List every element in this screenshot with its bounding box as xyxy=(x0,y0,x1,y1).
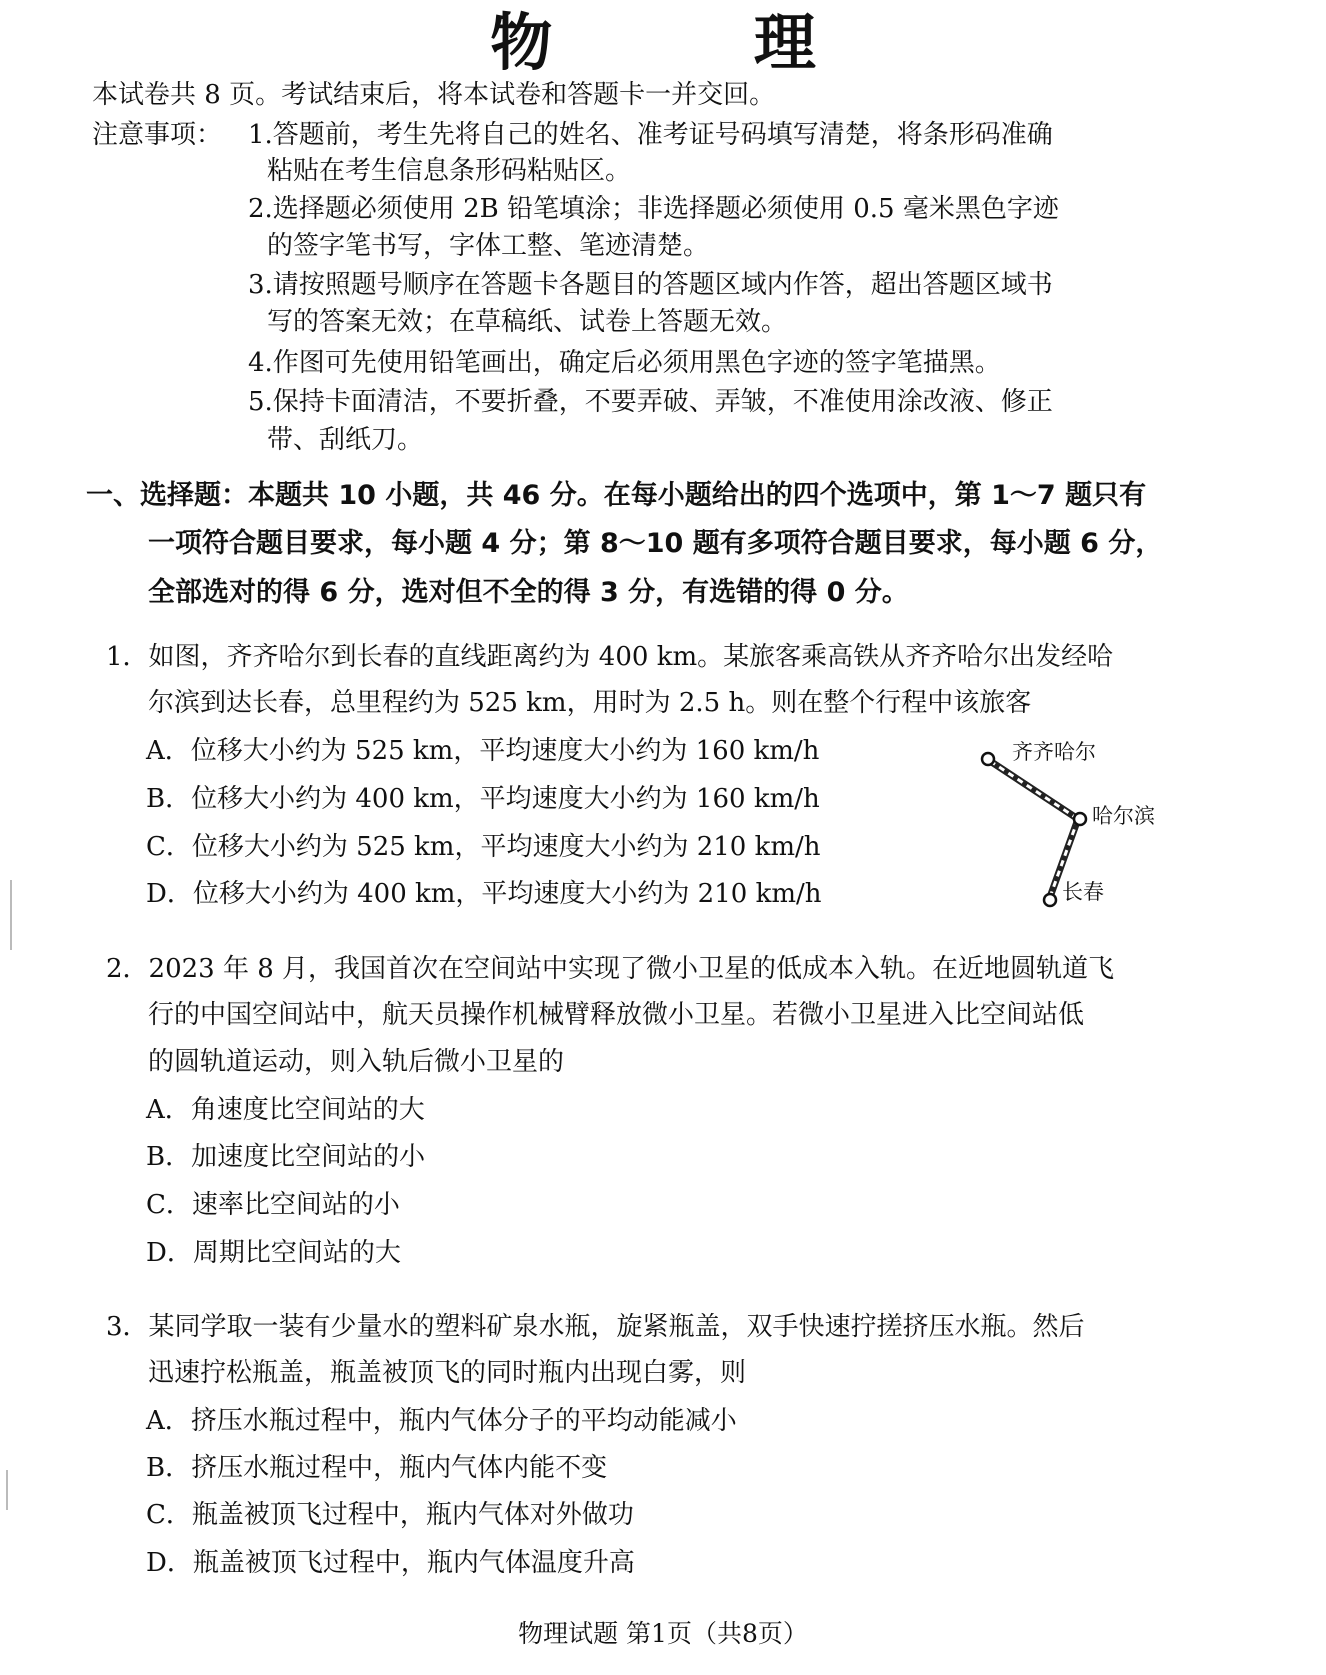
station-label-harbin: 哈尔滨 xyxy=(1092,804,1155,828)
scan-edge-mark xyxy=(6,1470,8,1510)
question-3-option-c: C．瓶盖被顶飞过程中，瓶内气体对外做功 xyxy=(146,1500,634,1530)
question-2-stem-cont-1: 行的中国空间站中，航天员操作机械臂释放微小卫星。若微小卫星进入比空间站低 xyxy=(148,1000,1085,1030)
question-2-stem-cont-2: 的圆轨道运动，则入轨后微小卫星的 xyxy=(148,1047,565,1077)
notice-label: 注意事项： xyxy=(92,120,223,150)
station-label-qiqihar: 齐齐哈尔 xyxy=(1012,740,1096,764)
exam-intro: 本试卷共 8 页。考试结束后，将本试卷和答题卡一并交回。 xyxy=(92,80,776,110)
section-heading-cont-2: 全部选对的得 6 分，选对但不全的得 3 分，有选错的得 0 分。 xyxy=(148,577,909,608)
page-title: 物 理 xyxy=(490,6,906,79)
notice-item-2: 2.选择题必须使用 2B 铅笔填涂；非选择题必须使用 0.5 毫米黑色字迹 xyxy=(248,194,1059,224)
notice-item-2-cont: 的签字笔书写，字体工整、笔迹清楚。 xyxy=(267,231,710,261)
notice-item-5-cont: 带、刮纸刀。 xyxy=(267,425,424,455)
notice-item-1: 1.答题前，考生先将自己的姓名、准考证号码填写清楚，将条形码准确 xyxy=(248,120,1053,150)
question-2-option-a: A．角速度比空间站的大 xyxy=(146,1095,425,1125)
question-3-option-a: A．挤压水瓶过程中，瓶内气体分子的平均动能减小 xyxy=(146,1406,737,1436)
question-2-option-b: B．加速度比空间站的小 xyxy=(146,1142,426,1172)
question-1-option-b: B．位移大小约为 400 km，平均速度大小约为 160 km/h xyxy=(146,784,820,814)
notice-item-3-cont: 写的答案无效；在草稿纸、试卷上答题无效。 xyxy=(267,307,788,337)
notice-item-1-cont: 粘贴在考生信息条形码粘贴区。 xyxy=(267,156,632,186)
question-1-stem-cont: 尔滨到达长春，总里程约为 525 km，用时为 2.5 h。则在整个行程中该旅客 xyxy=(148,688,1032,718)
notice-item-3: 3.请按照题号顺序在答题卡各题目的答题区域内作答，超出答题区域书 xyxy=(248,270,1053,300)
question-3-option-d: D．瓶盖被顶飞过程中，瓶内气体温度升高 xyxy=(146,1548,635,1578)
section-heading-cont-1: 一项符合题目要求，每小题 4 分；第 8～10 题有多项符合题目要求，每小题 6 分， xyxy=(148,528,1163,559)
station-marker-harbin xyxy=(1074,813,1086,825)
station-marker-changchun xyxy=(1044,894,1056,906)
question-2-stem: 2．2023 年 8 月，我国首次在空间站中实现了微小卫星的低成本入轨。在近地圆轨道飞 xyxy=(106,954,1115,984)
question-1-option-d: D．位移大小约为 400 km，平均速度大小约为 210 km/h xyxy=(146,879,822,909)
question-2-option-c: C．速率比空间站的小 xyxy=(146,1190,400,1220)
question-1-stem: 1．如图，齐齐哈尔到长春的直线距离约为 400 km。某旅客乘高铁从齐齐哈尔出发经哈 xyxy=(106,642,1114,672)
station-label-changchun: 长春 xyxy=(1062,880,1104,904)
notice-item-5: 5.保持卡面清洁，不要折叠，不要弄破、弄皱，不准使用涂改液、修正 xyxy=(248,387,1053,417)
scan-edge-mark xyxy=(10,880,12,950)
question-1-option-a: A．位移大小约为 525 km，平均速度大小约为 160 km/h xyxy=(146,736,820,766)
question-3-option-b: B．挤压水瓶过程中，瓶内气体内能不变 xyxy=(146,1453,608,1483)
question-1-option-c: C．位移大小约为 525 km，平均速度大小约为 210 km/h xyxy=(146,832,821,862)
question-2-option-d: D．周期比空间站的大 xyxy=(146,1238,401,1268)
notice-item-4: 4.作图可先使用铅笔画出，确定后必须用黑色字迹的签字笔描黑。 xyxy=(248,348,1001,378)
page-footer: 物理试题 第1页（共8页） xyxy=(518,1619,808,1648)
question-3-stem: 3．某同学取一装有少量水的塑料矿泉水瓶，旋紧瓶盖，双手快速拧搓挤压水瓶。然后 xyxy=(106,1312,1085,1342)
station-marker-qiqihar xyxy=(982,753,994,765)
section-heading: 一、选择题：本题共 10 小题，共 46 分。在每小题给出的四个选项中，第 1～7 题只有 xyxy=(86,480,1147,511)
question-3-stem-cont: 迅速拧松瓶盖，瓶盖被顶飞的同时瓶内出现白雾，则 xyxy=(148,1358,747,1388)
